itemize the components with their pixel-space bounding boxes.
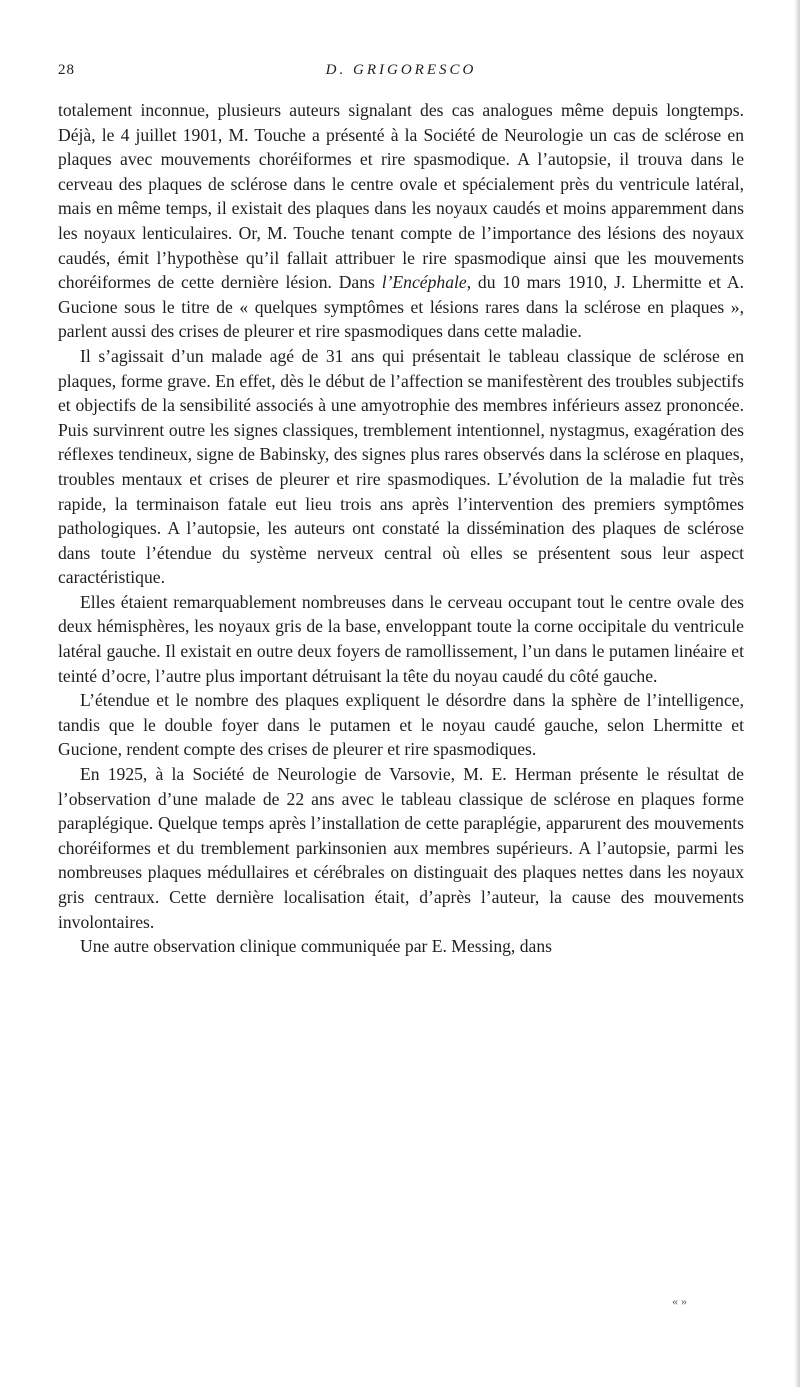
paragraph-text: Il s’agissait d’un malade agé de 31 ans qui présentait le tableau classique de sclérose en plaques, forme grave. En effet, dès le début de l’affection se manifestèrent des troubles subjectifs et objectifs de la sensibilité associés à une amyotrophie des membres inférieurs assez prononcée. Puis survinrent outre les signes classiques, tremblement intentionnel, nystagmus, exagération des réflexes tendineux, signe de Babinsky, des signes plus rares observés dans la sclérose en plaques, troubles mentaux et crises de pleurer et rire spasmodiques. L’évolution de la maladie fut très rapide, la terminaison fatale eut lieu trois ans après l’intervention des premiers symptômes pathologiques. A l’autopsie, les auteurs ont constaté la dissémination des plaques de sclérose dans toute l’étendue du système nerveux central où elles se présentent sous leur aspect caractéristique. <box>58 345 744 588</box>
paragraph-text: , du 10 mars 1910, J. Lhermitte et A. Gucione sous le titre de « quelques symptômes et lésions rares dans la sclérose en plaques », parlent aussi des crises de pleurer et rire spasmodiques dans cette maladie. <box>58 272 744 342</box>
paragraph-text: totalement inconnue, plusieurs auteurs signalant des cas analogues même depuis longtemps. Déjà, le 4 juillet 1901, M. Touche a présenté à la Société de Neurologie un cas de sclérose en plaques avec mouvements choréiformes et rire spasmodique. A l’autopsie, il trouva dans le cerveau des plaques de sclérose dans le centre ovale et spécialement près du ventricule latéral, mais en même temps, il existait des plaques dans les noyaux caudés et moins apparemment dans les noyaux lenticulaires. Or, M. Touche tenant compte de l’importance des lésions des noyaux caudés, émit l’hypothèse qu’il fallait attribuer le rire spasmodique ainsi que les mouvements choréiformes de cette dernière lésion. Dans <box>58 100 744 293</box>
paragraph <box>58 98 744 344</box>
paragraph <box>58 934 744 959</box>
page-header <box>58 62 744 86</box>
page-number: 28 <box>58 62 75 78</box>
paragraph <box>58 688 744 762</box>
page-edge <box>794 0 800 1387</box>
paragraph <box>58 762 744 934</box>
footer-mark: « » <box>672 1294 687 1308</box>
paragraph-text: En 1925, à la Société de Neurologie de Varsovie, M. E. Herman présente le résultat de l’observation d’une malade de 22 ans avec le tableau classique de sclérose en plaques forme paraplégique. Quelque temps après l’installation de cette paraplégie, apparurent des mouvements choréiformes et du tremblement parkinsonien aux membres supérieurs. A l’autopsie, parmi les nombreuses plaques médullaires et cérébrales on distinguait des plaques nettes dans les noyaux gris centraux. Cette dernière localisation était, d’après l’auteur, la cause des mouvements involontaires. <box>58 764 744 932</box>
journal-title: l’Encéphale <box>381 272 467 293</box>
paragraph-text: Elles étaient remarquablement nombreuses dans le cerveau occupant tout le centre ovale des deux hémisphères, les noyaux gris de la base, enveloppant toute la corne occipitale du ventricule latéral gauche. Il existait en outre deux foyers de ramollissement, l’un dans le putamen linéaire et teinté d’ocre, l’autre plus important détruisant la tête du noyau caudé du côté gauche. <box>58 591 744 686</box>
paragraph-text: Une autre observation clinique communiquée par E. Messing, dans <box>80 936 552 957</box>
paragraph-text: L’étendue et le nombre des plaques expliquent le désordre dans la sphère de l’intelligence, tandis que le double foyer dans le putamen et le noyau caudé gauche, selon Lhermitte et Gucione, rendent compte des crises de pleurer et rire spasmodiques. <box>58 690 744 760</box>
running-head: D. GRIGORESCO <box>325 62 477 78</box>
body-text <box>58 98 744 959</box>
paragraph <box>58 344 744 590</box>
paragraph <box>58 590 744 688</box>
